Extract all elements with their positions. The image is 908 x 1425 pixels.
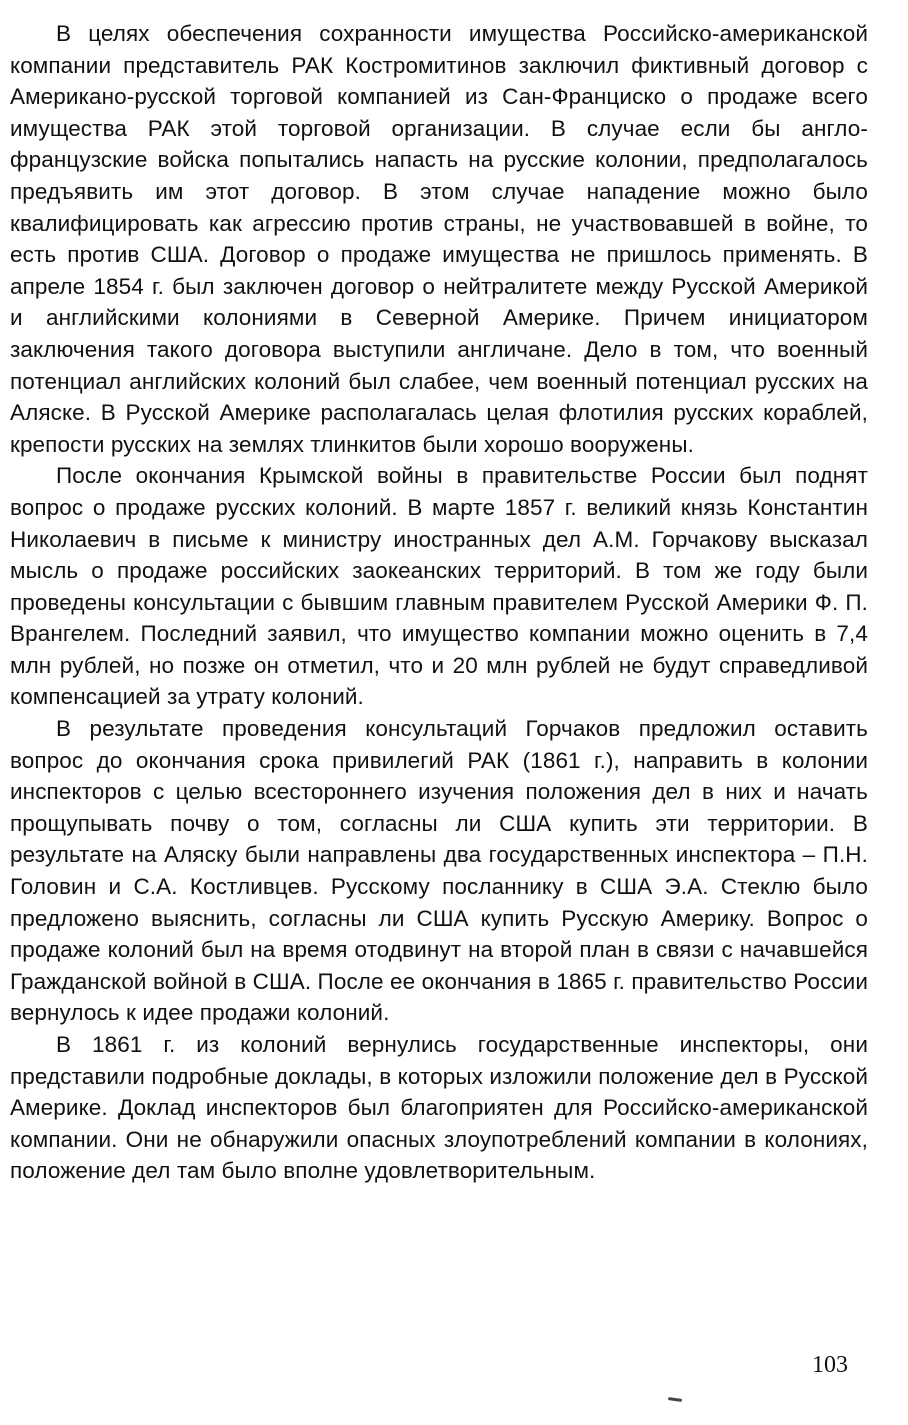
scan-artifact-mark xyxy=(668,1397,682,1402)
paragraph-1: В целях обеспечения сохранности имущества Российско-американской компании представитель РАК Костромитинов заключил фиктивный договор с Американо-русской торговой компанией из Сан-Франциско о продаже всего имущества РАК этой торговой организации. В случае если бы англо-французские войска попытались напасть на русские колонии, предполагалось предъявить им этот договор. В этом случае нападение можно было квалифицировать как агрессию против страны, не участвовавшей в войне, то есть против США. Договор о продаже имущества не пришлось применять. В апреле 1854 г. был заключен договор о нейтралитете между Русской Америкой и английскими колониями в Северной Америке. Причем инициатором заключения такого договора выступили англичане. Дело в том, что военный потенциал английских колоний был слабее, чем военный потенциал русских на Аляске. В Русской Америке располагалась целая флотилия русских кораблей, крепости русских на землях тлинкитов были хорошо вооружены. xyxy=(10,21,868,457)
text-body xyxy=(10,18,868,1187)
paragraph-2: После окончания Крымской войны в правительстве России был поднят вопрос о продаже русских колоний. В марте 1857 г. великий князь Константин Николаевич в письме к министру иностранных дел А.М. Горчакову высказал мысль о продаже российских заокеанских территорий. В том же году были проведены консультации с бывшим главным правителем Русской Америки Ф. П. Врангелем. Последний заявил, что имущество компании можно оценить в 7,4 млн рублей, но позже он отметил, что и 20 млн рублей не будут справедливой компенсацией за утрату колоний. xyxy=(10,463,868,710)
paragraph-4: В 1861 г. из колоний вернулись государственные инспекторы, они представили подробные доклады, в которых изложили положение дел в Русской Америке. Доклад инспекторов был благоприятен для Российско-американской компании. Они не обнаружили опасных злоупотреблений компании в колониях, положение дел там было вполне удовлетворительным. xyxy=(10,1032,868,1184)
paragraph-3: В результате проведения консультаций Горчаков предложил оставить вопрос до окончания срока привилегий РАК (1861 г.), направить в колонии инспекторов с целью всестороннего изучения положения дел в них и начать прощупывать почву о том, согласны ли США купить эти территории. В результате на Аляску были направлены два государственных инспектора – П.Н. Головин и С.А. Костливцев. Русскому посланнику в США Э.А. Стеклю было предложено выяснить, согласны ли США купить Русскую Америку. Вопрос о продаже колоний был на время отодвинут на второй план в связи с начавшейся Гражданской войной в США. После ее окончания в 1865 г. правительство России вернулось к идее продажи колоний. xyxy=(10,716,868,1026)
page-number: 103 xyxy=(812,1352,848,1378)
